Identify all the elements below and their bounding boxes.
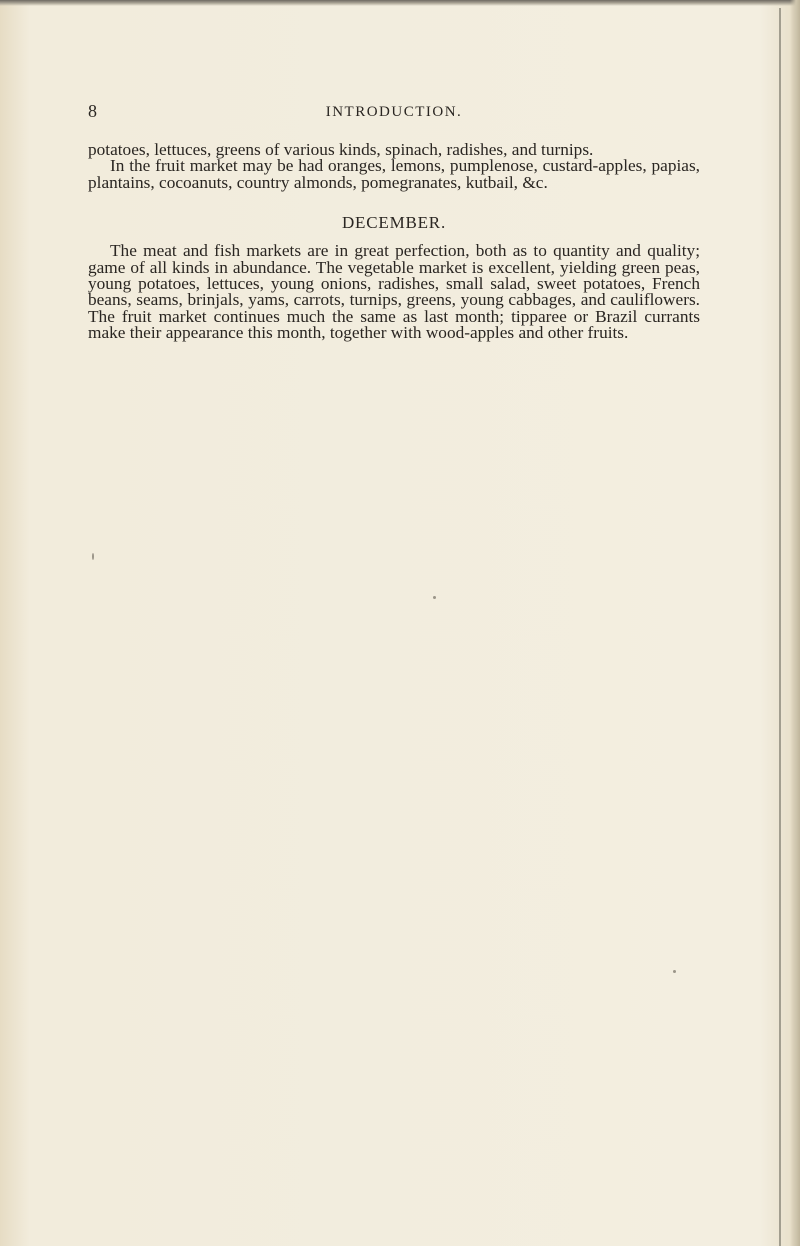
paper-speck	[673, 970, 676, 973]
paragraph-fruit-market: In the fruit market may be had oranges, lemons, pumplenose, custard-apples, papias, plantains, cocoanuts, country almonds, pomegranates, kutbail, &c.	[88, 156, 700, 192]
paragraph-december: The meat and fish markets are in great perfection, both as to quantity and quality; game of all kinds in abundance. The vegetable market is excellent, yielding green peas, young potatoes, lettuces, young onions, radishes, small salad, sweet potatoes, French beans, seams, brinjals, yams, carrots, turnips, greens, young cabbages, and cauliflowers. The fruit market continues much the same as last month; tipparee or Brazil currants make their appearance this month, together with wood-apples and other fruits.	[88, 241, 700, 343]
page-header	[88, 100, 700, 124]
paper-speck	[433, 596, 436, 599]
page-number: 8	[88, 101, 97, 121]
paper-speck	[92, 553, 94, 560]
body-text	[88, 142, 700, 342]
section-heading-december: DECEMBER.	[341, 213, 446, 233]
page-margin-rule	[779, 8, 781, 1246]
page-top-edge-shadow	[0, 0, 800, 6]
running-head: INTRODUCTION.	[325, 104, 463, 120]
paragraph-continued: potatoes, lettuces, greens of various kinds, spinach, radishes, and turnips.	[88, 140, 594, 159]
page-right-edge-shadow	[790, 0, 800, 1246]
